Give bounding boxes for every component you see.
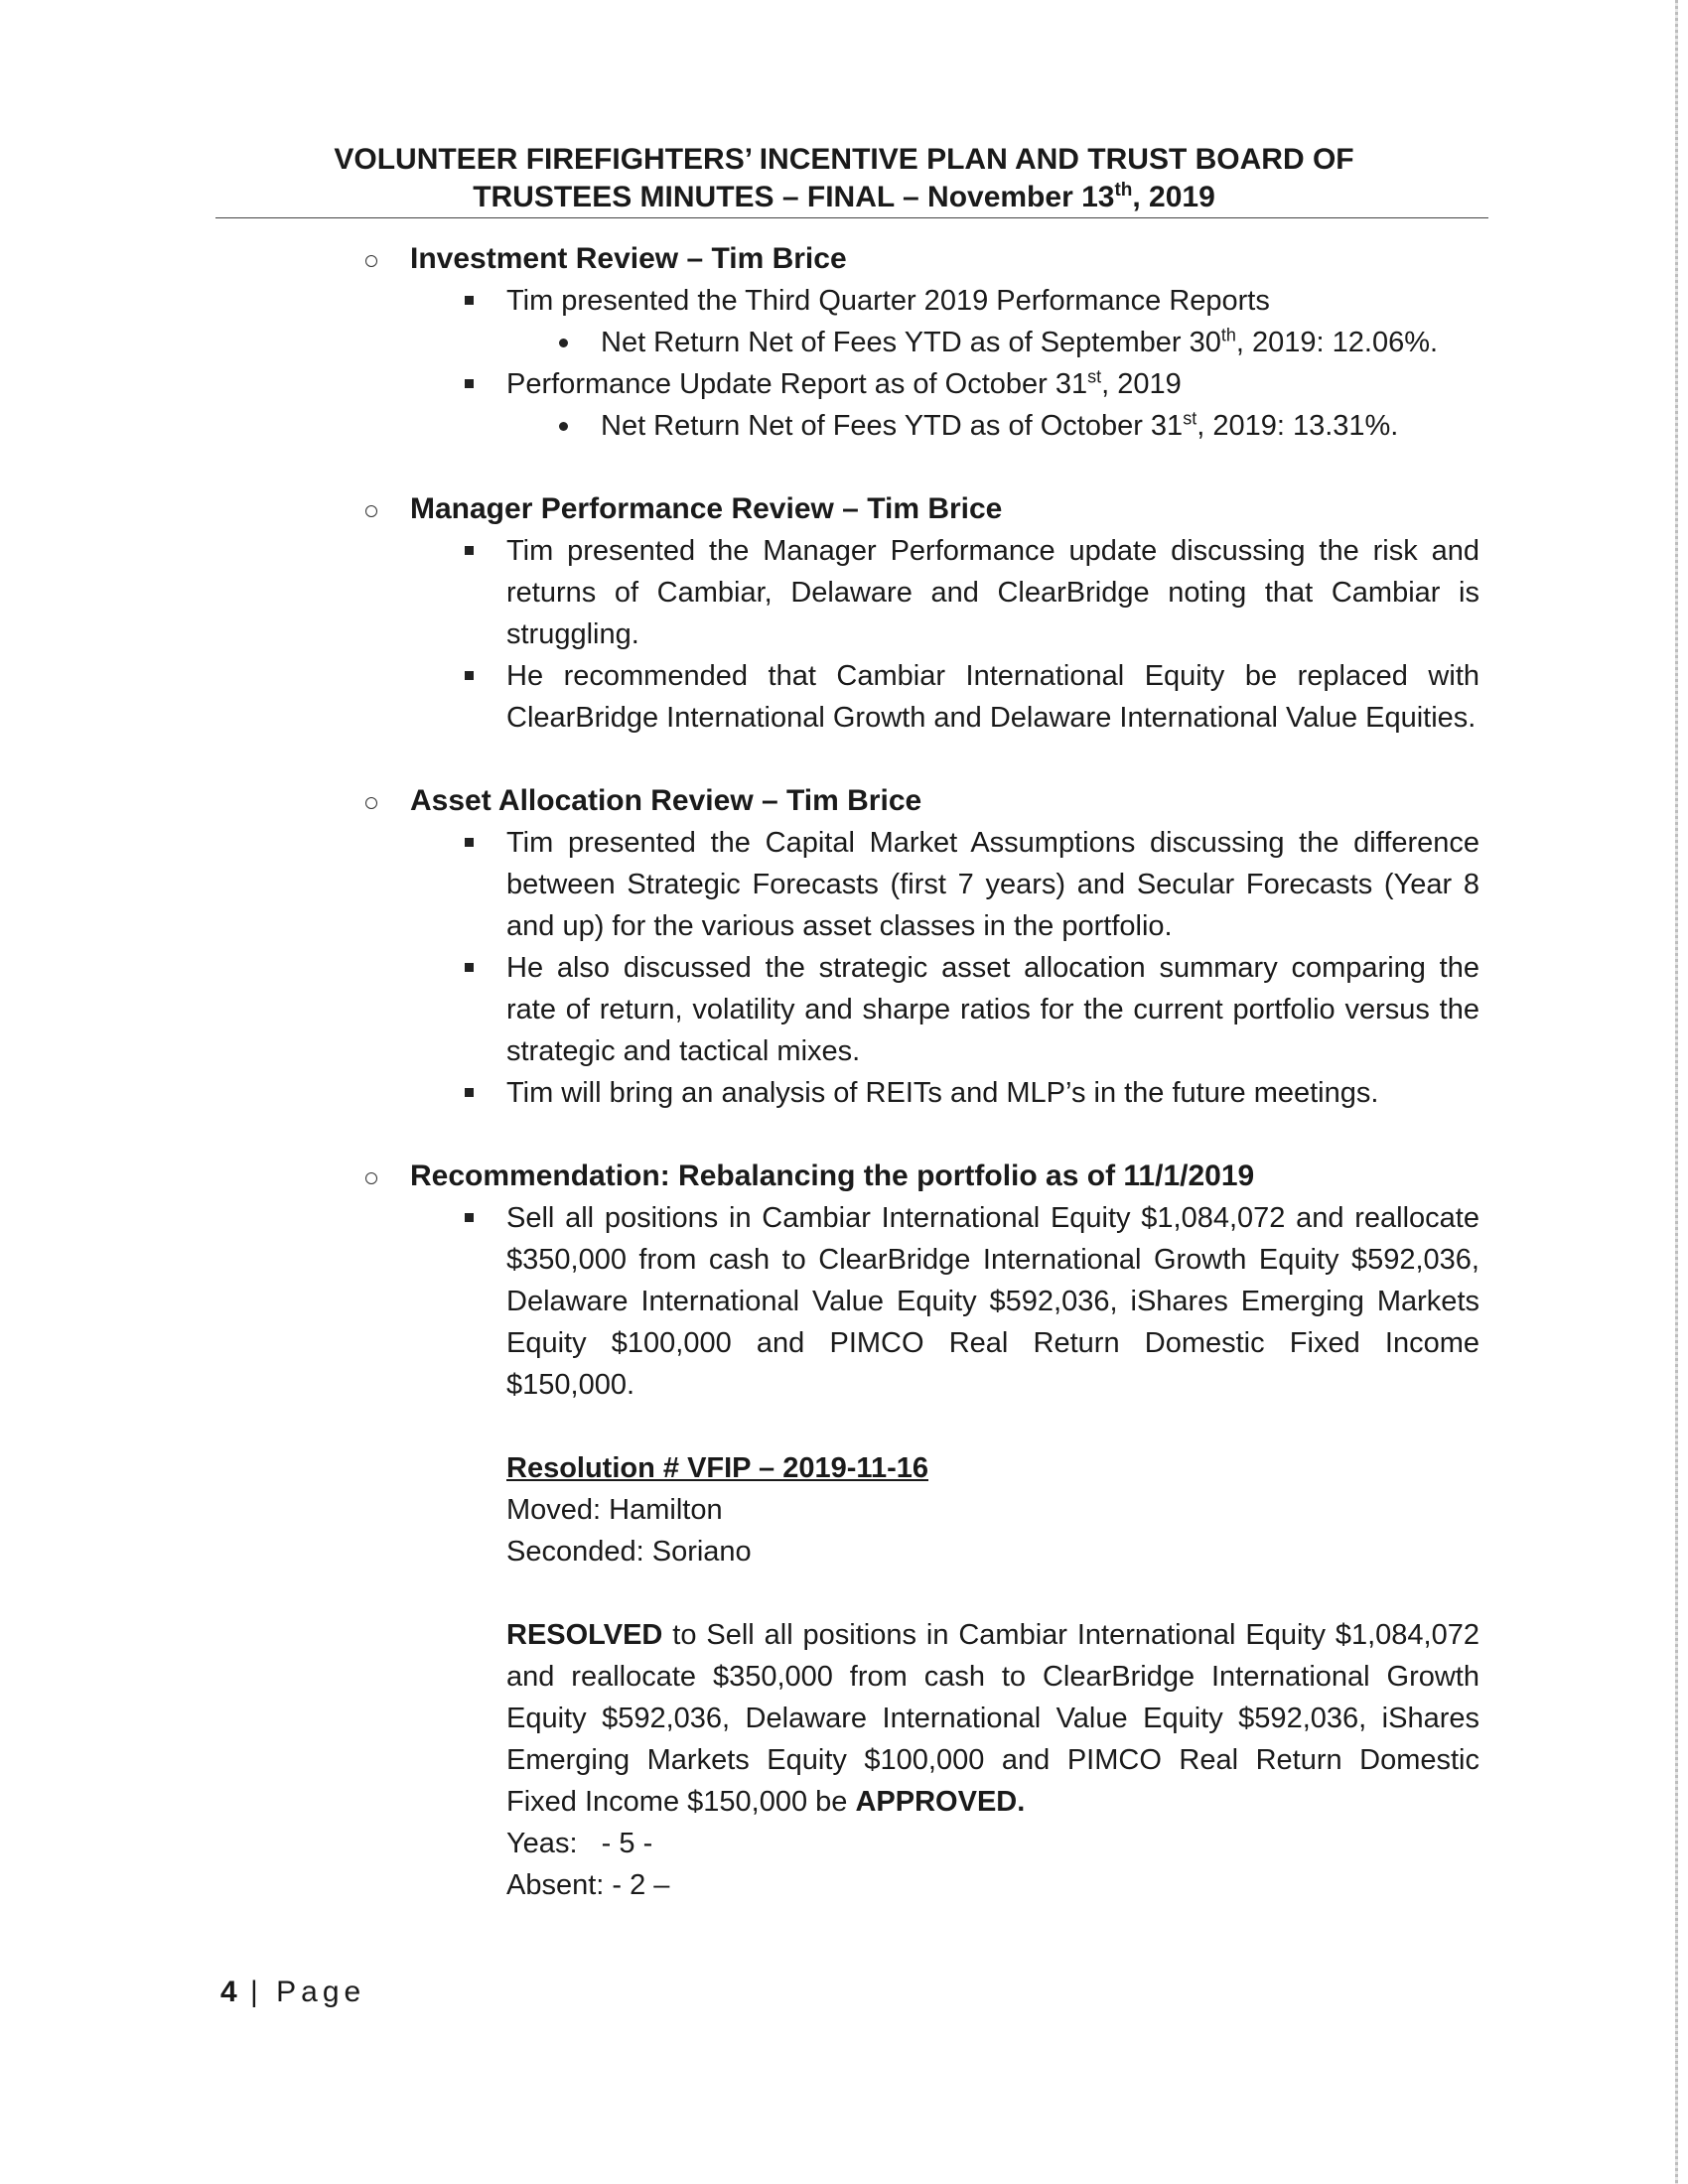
list-item: Sell all positions in Cambiar International Equity $1,084,072 and reallocate $350,000 from cash to ClearBridge International Growth Equity $592,036, Delaware International Value Equity $592,036, iShares Emerging Markets Equity $100,000 and PIMCO Real Return Domestic Fixed Income $150,000.: [506, 1197, 1479, 1406]
page-footer: [220, 1976, 365, 2009]
square-bullet-icon: [465, 838, 474, 847]
manager-performance-section: [0, 488, 1688, 739]
section-title: Recommendation: Rebalancing the portfolio as of 11/1/2019: [410, 1160, 1255, 1192]
square-bullet-icon: [465, 1213, 474, 1222]
square-bullet-icon: [465, 546, 474, 555]
list-item: Performance Update Report as of October 31st, 2019: [506, 363, 1479, 405]
list-item: Tim presented the Manager Performance update discussing the risk and returns of Cambiar, Delaware and ClearBridge noting that Cambiar is struggling.: [506, 530, 1479, 655]
investment-review-section: [0, 238, 1688, 447]
dot-bullet-icon: [559, 339, 568, 347]
square-bullet-icon: [465, 1088, 474, 1097]
seconded-by: Seconded: Soriano: [506, 1536, 752, 1568]
minutes-body: [0, 238, 1688, 1948]
yeas-count: Yeas: - 5 -: [506, 1828, 653, 1859]
section-title: Asset Allocation Review – Tim Brice: [410, 784, 922, 817]
sub-list-item: Net Return Net of Fees YTD as of October 31st, 2019: 13.31%.: [601, 405, 1484, 447]
page-number: 4: [220, 1976, 237, 2008]
circle-bullet-icon: [365, 1172, 377, 1184]
resolution-title: Resolution # VFIP – 2019-11-16: [506, 1452, 928, 1484]
circle-bullet-icon: [365, 797, 377, 809]
circle-bullet-icon: [365, 255, 377, 267]
list-item: Tim presented the Third Quarter 2019 Performance Reports: [506, 280, 1479, 322]
square-bullet-icon: [465, 671, 474, 680]
asset-allocation-section: [0, 780, 1688, 1114]
section-title: Investment Review – Tim Brice: [410, 242, 847, 275]
list-item: He recommended that Cambiar International Equity be replaced with ClearBridge International Growth and Delaware International Value Equities.: [506, 655, 1479, 739]
list-item: Tim presented the Capital Market Assumptions discussing the difference between Strategic Forecasts (first 7 years) and Secular Forecasts (Year 8 and up) for the various asset classes in the portfolio.: [506, 822, 1479, 947]
page-label: | Page: [236, 1976, 366, 2008]
dot-bullet-icon: [559, 422, 568, 431]
resolution-text: RESOLVED to Sell all positions in Cambiar International Equity $1,084,072 and reallocate $350,000 from cash to ClearBridge International Growth Equity $592,036, Delaware International Value Equity $592,036, iShares Emerging Markets Equity $100,000 and PIMCO Real Return Domestic Fixed Income $150,000 be APPROVED.: [506, 1619, 1479, 1818]
list-item: He also discussed the strategic asset allocation summary comparing the rate of return, volatility and sharpe ratios for the current portfolio versus the strategic and tactical mixes.: [506, 947, 1479, 1072]
square-bullet-icon: [465, 296, 474, 305]
recommendation-section: [0, 1156, 1688, 1906]
moved-by: Moved: Hamilton: [506, 1494, 723, 1526]
square-bullet-icon: [465, 379, 474, 388]
document-header: [213, 141, 1475, 216]
circle-bullet-icon: [365, 505, 377, 517]
absent-count: Absent: - 2 –: [506, 1869, 670, 1901]
section-title: Manager Performance Review – Tim Brice: [410, 492, 1003, 525]
header-line-1: VOLUNTEER FIREFIGHTERS’ INCENTIVE PLAN AND TRUST BOARD OF: [334, 143, 1354, 176]
square-bullet-icon: [465, 963, 474, 972]
resolution-block: [506, 1447, 1479, 1906]
header-line-2: TRUSTEES MINUTES – FINAL – November 13th, 2019: [473, 180, 1215, 213]
list-item: Tim will bring an analysis of REITs and MLP’s in the future meetings.: [506, 1072, 1479, 1114]
sub-list-item: Net Return Net of Fees YTD as of September 30th, 2019: 12.06%.: [601, 322, 1484, 363]
header-rule: [215, 217, 1488, 218]
